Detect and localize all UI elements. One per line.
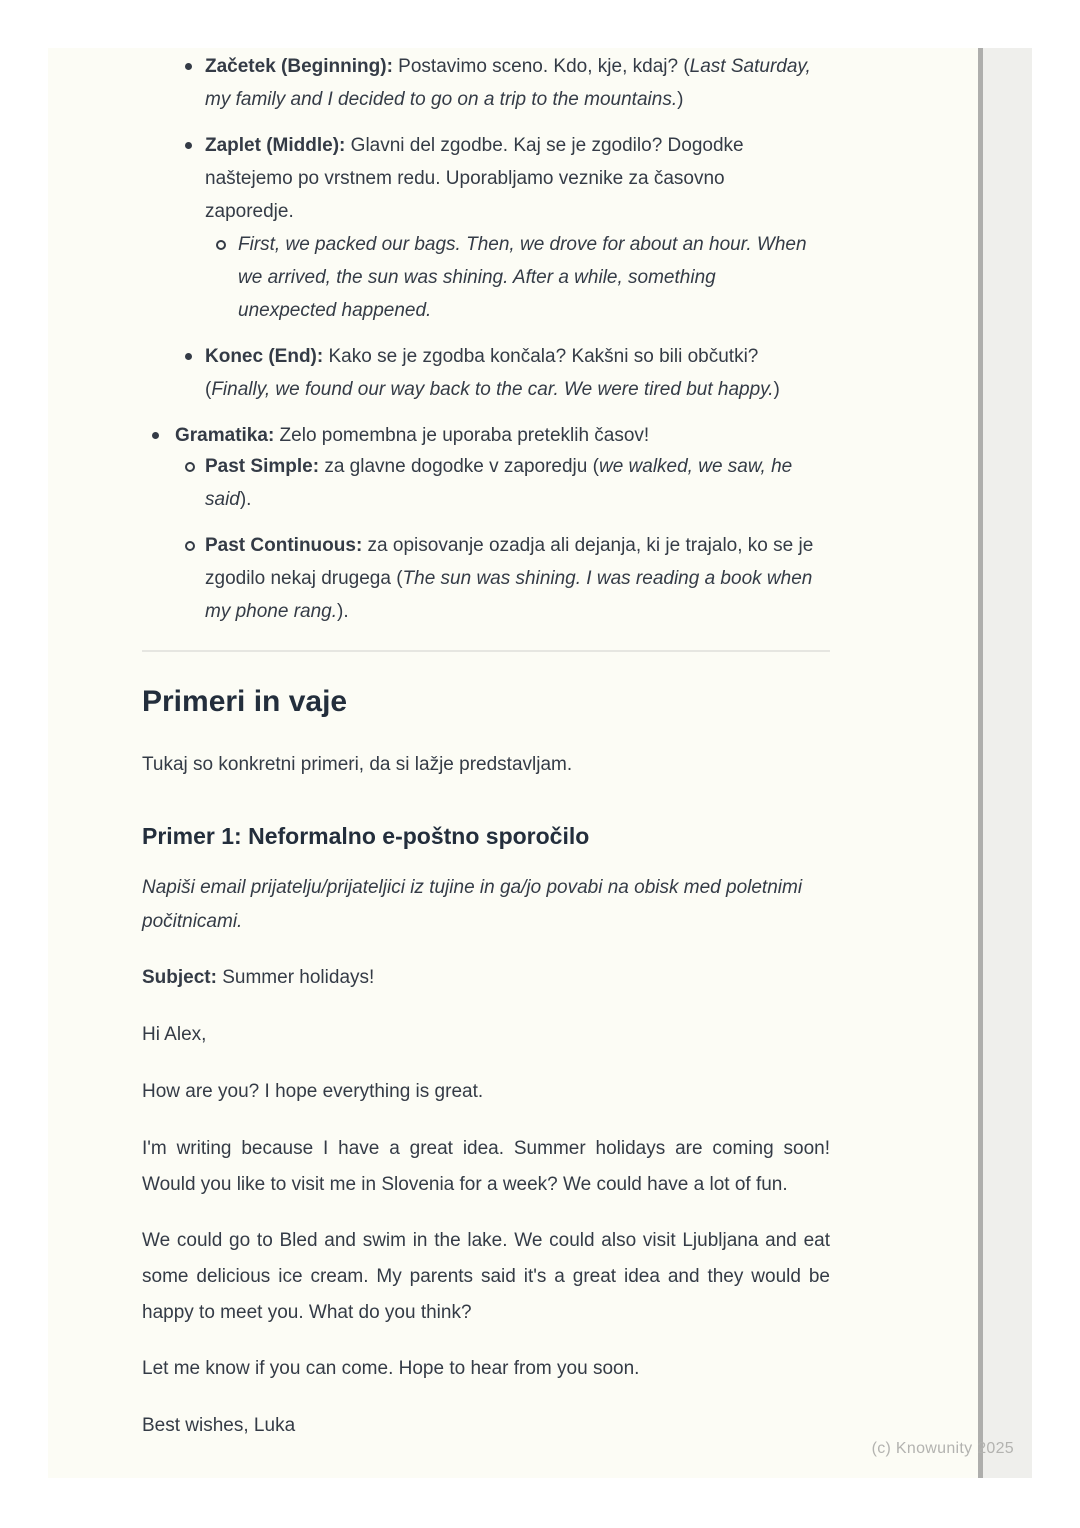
list-item-text: First, we packed our bags. Then, we drove for about an hour. When we arrived, the sun was shining. After a while, something unexpected happened. (238, 234, 807, 321)
circle-bullet-icon (216, 240, 226, 250)
list-item-story-example (205, 228, 830, 327)
email-paragraph-4: Let me know if you can come. Hope to hear from you soon. (142, 1358, 640, 1379)
email-greeting: Hi Alex, (142, 1024, 207, 1045)
list-item-text: Gramatika: Zelo pomembna je uporaba preteklih časov! (175, 425, 650, 446)
list-item-text: Konec (End): Kako se je zgodba končala? Kakšni so bili občutki? (Finally, we found our way back to the car. We were tired but happy.) (205, 346, 780, 400)
copyright-watermark: (c) Knowunity 2025 (871, 1440, 1014, 1457)
section-divider (142, 650, 830, 652)
list-item-past-simple (175, 450, 830, 516)
bullet-icon (185, 142, 192, 149)
list-item-text: Začetek (Beginning): Postavimo sceno. Kdo, kje, kdaj? (Last Saturday, my family and I decided to go on a trip to the mountains.) (205, 56, 811, 110)
list-item-konec (142, 340, 830, 406)
list-item-zacetek (142, 50, 830, 116)
email-signature: Best wishes, Luka (142, 1415, 296, 1436)
email-paragraph-1: How are you? I hope everything is great. (142, 1081, 484, 1102)
list-item-text: Past Continuous: za opisovanje ozadja ali dejanja, ki je trajalo, ko se je zgodilo nekaj drugega (The sun was shining. I was reading a book when my phone rang.). (205, 535, 814, 622)
document-page (48, 48, 978, 1478)
list-item-gramatika (142, 419, 830, 628)
email-subject: Subject: Summer holidays! (142, 967, 375, 988)
bullet-icon (152, 432, 159, 439)
grammar-sublist (175, 450, 830, 628)
list-item-past-continuous (175, 529, 830, 628)
email-paragraph-2: I'm writing because I have a great idea. Summer holidays are coming soon! Would you like to visit me in Slovenia for a week? We could have a lot of fun. (142, 1138, 830, 1195)
zaplet-example-sublist (205, 228, 830, 327)
email-paragraph-3: We could go to Bled and swim in the lake. We could also visit Ljubljana and eat some delicious ice cream. My parents said it's a great idea and they would be happy to meet you. What do you think? (142, 1230, 830, 1323)
example1-heading: Primer 1: Neformalno e-poštno sporočilo (142, 823, 590, 849)
grammar-list (142, 419, 830, 628)
bullet-icon (185, 353, 192, 360)
example1-prompt: Napiši email prijatelju/prijateljici iz tujine in ga/jo povabi na obisk med poletnimi počitnicami. (142, 877, 803, 932)
circle-bullet-icon (185, 462, 195, 472)
list-item-text: Zaplet (Middle): Glavni del zgodbe. Kaj se je zgodilo? Dogodke naštejemo po vrstnem redu. Uporabljamo veznike za časovno zaporedje. (205, 135, 744, 222)
story-structure-list (142, 50, 830, 406)
circle-bullet-icon (185, 541, 195, 551)
examples-intro: Tukaj so konkretni primeri, da si lažje predstavljam. (142, 754, 573, 775)
examples-section-heading: Primeri in vaje (142, 685, 348, 718)
bullet-icon (185, 63, 192, 70)
list-item-text: Past Simple: za glavne dogodke v zaporedju (we walked, we saw, he said). (205, 456, 793, 510)
page-margin-panel (983, 48, 1032, 1478)
list-item-zaplet (142, 129, 830, 327)
